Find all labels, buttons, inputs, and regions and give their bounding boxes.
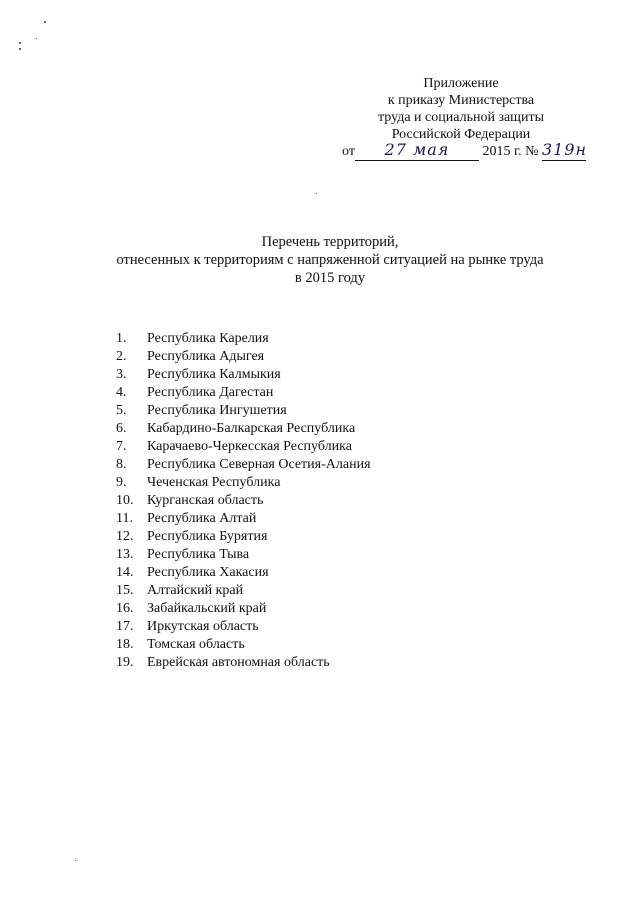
list-item [116,438,371,456]
item-name: Республика Северная Осетия-Алания [147,457,371,472]
appendix-line: Приложение [423,76,499,91]
item-number: 17. [116,619,134,634]
item-number: 4. [116,385,127,400]
item-name: Республика Тыва [147,547,250,562]
item-number: 5. [116,403,127,418]
list-item [116,456,371,474]
appendix-header [330,75,592,143]
title-line: в 2015 году [294,270,366,286]
item-name: Республика Хакасия [147,565,269,580]
item-name: Еврейская автономная область [147,655,330,670]
list-item [116,654,371,672]
list-item [116,564,371,582]
item-number: 6. [116,421,127,436]
scan-speck [19,48,21,50]
appendix-line: Российской Федерации [391,127,531,142]
item-name: Республика Адыгея [147,349,265,364]
item-number: 7. [116,439,127,454]
list-item [116,510,371,528]
item-name: Республика Карелия [147,331,269,346]
item-number: 14. [116,565,134,580]
item-name: Чеченская Республика [147,475,281,490]
document-title [60,233,600,287]
item-name: Республика Ингушетия [147,403,287,418]
item-name: Томская область [147,637,245,652]
item-number: 3. [116,367,127,382]
title-line: отнесенных к территориям с напряженной ситуацией на рынке труда [116,252,544,268]
item-name: Республика Бурятия [147,529,268,544]
scan-speck [75,860,76,861]
item-name: Республика Калмыкия [147,367,281,382]
appendix-line: труда и социальной защиты [378,110,544,125]
item-name: Курганская область [147,493,264,508]
year-text: 2015 г. № [482,144,539,159]
item-number: 8. [116,457,127,472]
item-number: 12. [116,529,134,544]
list-item [116,528,371,546]
list-item [116,636,371,654]
list-item [116,492,371,510]
item-number: 9. [116,475,127,490]
item-number: 10. [116,493,134,508]
handwritten-number: 319н [541,140,588,159]
item-number: 19. [116,655,134,670]
list-item [116,366,371,384]
list-item [116,582,371,600]
item-number: 11. [116,511,133,526]
territory-list [116,330,371,672]
scan-speck [316,193,317,194]
title-line: Перечень территорий, [261,234,399,250]
item-number: 2. [116,349,127,364]
item-name: Забайкальский край [147,601,267,616]
item-name: Кабардино-Балкарская Республика [147,421,356,436]
appendix-line: к приказу Министерства [387,93,535,108]
scan-speck [44,21,46,23]
scan-speck [19,42,21,44]
list-item [116,474,371,492]
list-item [116,348,371,366]
scan-speck [36,38,37,39]
list-item [116,402,371,420]
item-number: 15. [116,583,134,598]
item-number: 13. [116,547,134,562]
item-name: Иркутская область [147,619,259,634]
list-item [116,420,371,438]
item-name: Алтайский край [147,583,244,598]
item-name: Республика Алтай [147,511,257,526]
item-name: Республика Дагестан [147,385,274,400]
list-item [116,618,371,636]
list-item [116,600,371,618]
date-prefix: от [342,144,355,159]
date-field [355,140,479,161]
list-item [116,546,371,564]
list-item [116,330,371,348]
order-date-line [342,140,586,161]
item-number: 1. [116,331,127,346]
list-item [116,384,371,402]
number-field [542,140,586,161]
item-name: Карачаево-Черкесская Республика [147,439,352,454]
item-number: 18. [116,637,134,652]
item-number: 16. [116,601,134,616]
handwritten-date: 27 мая [384,140,450,159]
